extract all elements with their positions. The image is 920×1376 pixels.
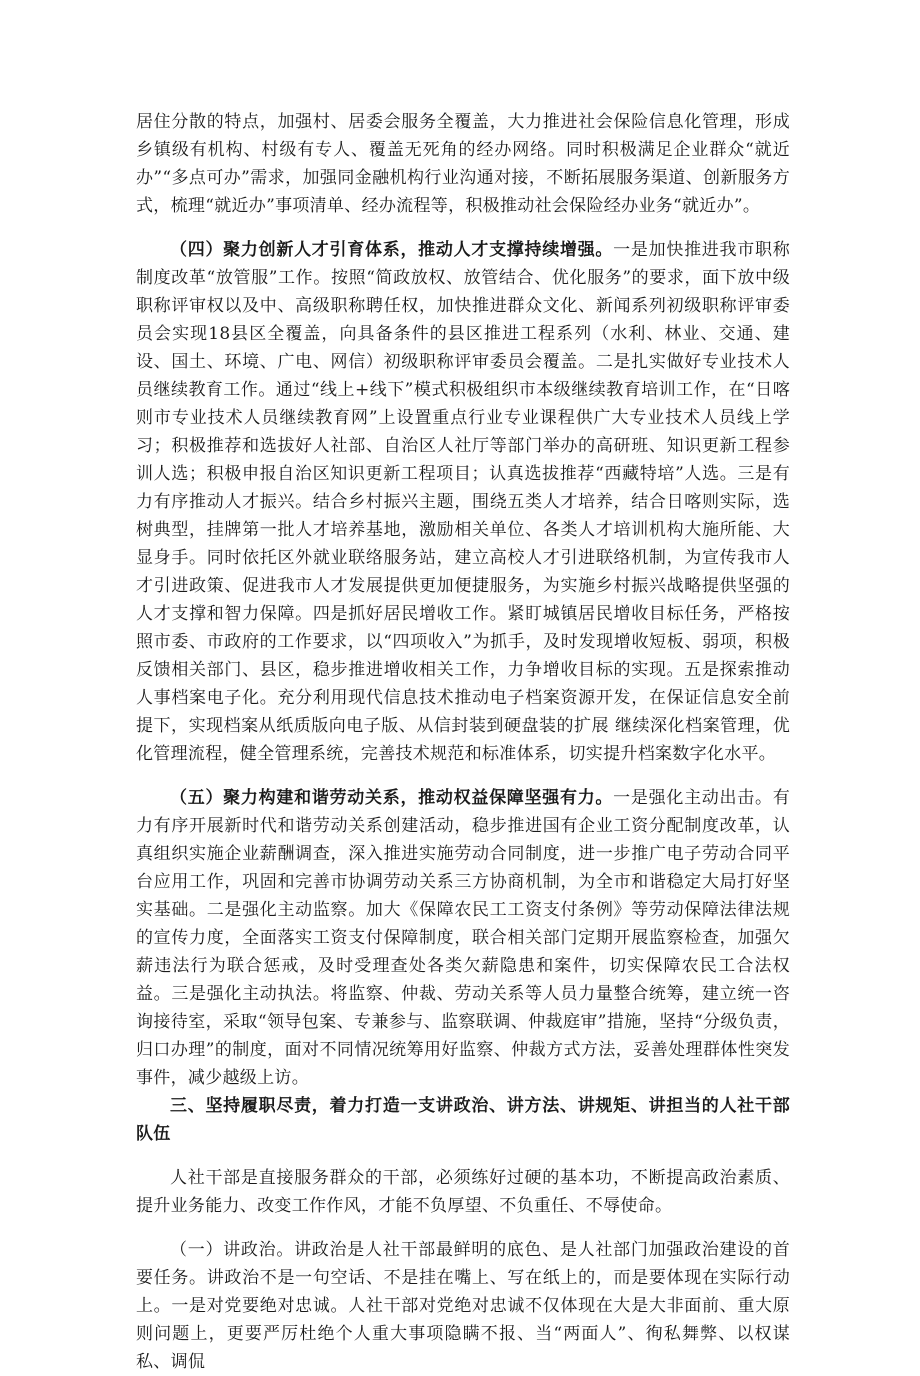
section-4-title: （四）聚力创新人才引育体系，推动人才支撑持续增强。 (170, 240, 614, 260)
section-5-title: （五）聚力构建和谐劳动关系，推动权益保障坚强有力。 (170, 788, 614, 808)
heading-part-3: 三、坚持履职尽责，着力打造一支讲政治、讲方法、讲规矩、讲担当的人社干部队伍 (136, 1096, 790, 1144)
section-5-body: 一是强化主动出击。有力有序开展新时代和谐劳动关系创建活动，稳步推进国有企业工资分配制度改革，认真组织实施企业薪酬调查，深入推进实施劳动合同制度，进一步推广电子劳动合同平台应用工作，巩固和完善市协调劳动关系三方协商机制，为全市和谐稳定大局打好坚实基础。二是强化主动监察。加大《保障农民工工资支付条例》等劳动保障法律法规的宣传力度，全面落实工资支付保障制度，联合相关部门定期开展监察检查，加强欠薪违法行为联合惩戒，及时受理查处各类欠薪隐患和案件，切实保障农民工合法权益。三是强化主动执法。将监察、仲裁、劳动关系等人员力量整合统筹，建立统一咨询接待室，采取“领导包案、专兼参与、监察联调、仲裁庭审”措施，坚持“分级负责，归口办理”的制度，面对不同情况统筹用好监察、仲裁方式方法，妥善处理群体性突发事件，减少越级上访。 (136, 788, 791, 1088)
paragraph-section-5 (136, 784, 790, 1092)
paragraph-politics: （一）讲政治。讲政治是人社干部最鲜明的底色、是人社部门加强政治建设的首要任务。讲政治不是一句空话、不是挂在嘴上、写在纸上的，而是要体现在实际行动上。一是对党要绝对忠诚。人社干部对党绝对忠诚不仅体现在大是大非面前、重大原则问题上，更要严厉杜绝个人重大事项隐瞒不报、当“两面人”、徇私舞弊、以权谋私、调侃 (136, 1240, 790, 1372)
section-4-body: 一是加快推进我市职称制度改革“放管服”工作。按照“简政放权、放管结合、优化服务”的要求，面下放中级职称评审权以及中、高级职称聘任权，加快推进群众文化、新闻系列初级职称评审委员会实现18县区全覆盖，向具备条件的县区推进工程系列（水利、林业、交通、建设、国土、环境、广电、网信）初级职称评审委员会覆盖。二是扎实做好专业技术人员继续教育工作。通过“线上+线下”模式积极组织市本级继续教育培训工作，在“日喀则市专业技术人员继续教育网”上设置重点行业专业课程供广大专业技术人员线上学习；积极推荐和选拔好人社部、自治区人社厅等部门举办的高研班、知识更新工程参训人选；积极申报自治区知识更新工程项目；认真选拔推荐“西藏特培”人选。三是有力有序推动人才振兴。结合乡村振兴主题，围绕五类人才培养，结合日喀则实际，选树典型，挂牌第一批人才培养基地，激励相关单位、各类人才培训机构大施所能、大显身手。同时依托区外就业联络服务站，建立高校人才引进联络机制，为宣传我市人才引进政策、促进我市人才发展提供更加便捷服务，为实施乡村振兴战略提供坚强的人才支撑和智力保障。四是抓好居民增收工作。紧盯城镇居民增收目标任务，严格按照市委、市政府的工作要求，以“四项收入”为抓手，及时发现增收短板、弱项，积极反馈相关部门、县区，稳步推进增收相关工作，力争增收目标的实现。五是探索推动人事档案电子化。充分利用现代信息技术推动电子档案资源开发，在保证信息安全前提下，实现档案从纸质版向电子版、从信封装到硬盘装的扩展 继续深化档案管理，优化管理流程，健全管理系统，完善技术规范和标准体系，切实提升档案数字化水平。 (136, 240, 791, 764)
paragraph-continuation: 居住分散的特点，加强村、居委会服务全覆盖，大力推进社会保险信息化管理，形成乡镇级有机构、村级有专人、覆盖无死角的经办网络。同时积极满足企业群众“就近办”“多点可办”需求，加强同金融机构行业沟通对接，不断拓展服务渠道、创新服务方式，梳理“就近办”事项清单、经办流程等，积极推动社会保险经办业务“就近办”。 (136, 112, 790, 216)
paragraph-intro: 人社干部是直接服务群众的干部，必须练好过硬的基本功，不断提高政治素质、提升业务能力、改变工作作风，才能不负厚望、不负重任、不辱使命。 (136, 1168, 790, 1216)
paragraph-section-4 (136, 236, 790, 768)
